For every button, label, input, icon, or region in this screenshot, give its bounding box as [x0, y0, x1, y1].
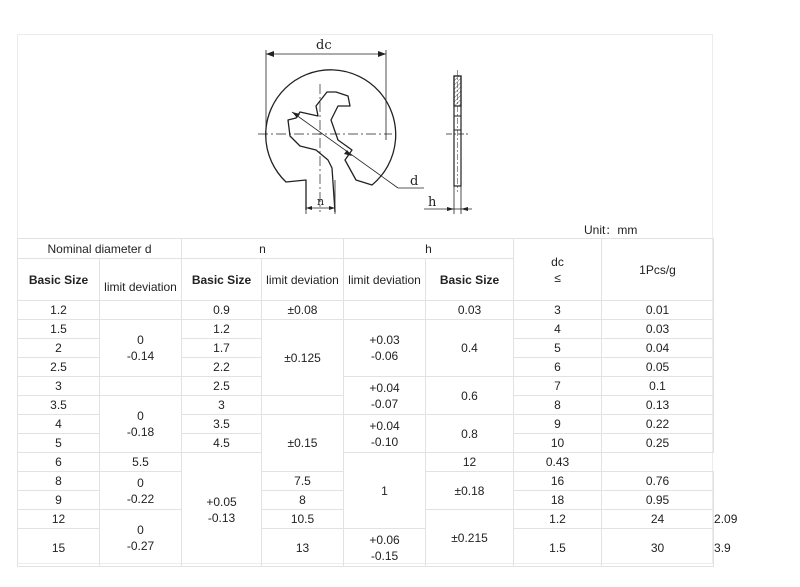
h-dev-lower: -0.10: [370, 434, 399, 449]
dc-value: 30: [602, 529, 714, 567]
d-dev-lower: -0.22: [126, 491, 155, 506]
n-basic-size: 0.9: [182, 301, 262, 320]
dc-value: 5: [514, 339, 602, 358]
header-dc-text: dc: [551, 254, 564, 269]
n-basic-size: 3: [182, 396, 262, 415]
dc-value: 3: [514, 301, 602, 320]
h-basic-size: 1.5: [514, 529, 602, 567]
weight-value: 0.76: [602, 472, 714, 491]
dc-value: 9: [514, 415, 602, 434]
h-limit-deviation: [182, 453, 262, 567]
d-basic-size: 15: [18, 529, 100, 567]
h-limit-deviation: [344, 415, 426, 453]
n-limit-deviation: ±0.125: [262, 320, 344, 396]
n-limit-deviation-empty: [262, 396, 344, 415]
h-basic-size: 0.4: [426, 320, 514, 377]
d-basic-size: 8: [18, 472, 100, 491]
dc-value: 24: [602, 510, 714, 529]
d-dev-upper: 0: [137, 475, 144, 490]
h-basic-size: 1.2: [514, 510, 602, 529]
h-basic-size: 0.8: [426, 415, 514, 453]
d-basic-size: 4: [18, 415, 100, 434]
n-basic-size: 7.5: [262, 472, 344, 491]
weight-value: 0.05: [602, 358, 714, 377]
h-limit-deviation: [344, 529, 426, 567]
dc-value: 18: [514, 491, 602, 510]
h-limit-deviation: [344, 377, 426, 415]
weight-value: 0.01: [602, 301, 714, 320]
h-dev-lower: -0.06: [370, 349, 399, 363]
h-label: h: [428, 195, 437, 210]
h-dev-upper: +0.04: [369, 380, 400, 395]
d-basic-size: 12: [18, 510, 100, 529]
header-nominal-diameter: Nominal diameter d: [18, 239, 182, 259]
n-limit-deviation: ±0.15: [262, 415, 344, 472]
d-limit-deviation: [100, 320, 182, 377]
h-dev-upper: +0.05: [206, 494, 237, 509]
n-basic-size: 1.7: [182, 339, 262, 358]
n-basic-size: 2.5: [182, 377, 262, 396]
n-limit-deviation: ±0.18: [426, 472, 514, 510]
d-basic-size: 9: [18, 491, 100, 510]
dc-value: 10: [514, 434, 602, 453]
h-dev-upper: +0.03: [369, 333, 400, 347]
n-basic-size: 3.5: [182, 415, 262, 434]
h-dev-lower: -0.13: [207, 510, 236, 525]
d-basic-size: 1.5: [18, 320, 100, 339]
e-clip-technical-drawing: [0, 0, 800, 240]
h-basic-size: 1: [344, 453, 426, 529]
n-limit-deviation: ±0.215: [426, 510, 514, 567]
dc-value: 6: [514, 358, 602, 377]
weight-value: 0.95: [602, 491, 714, 510]
weight-value: 0.1: [602, 377, 714, 396]
d-basic-size: 5: [18, 434, 100, 453]
header-row-1: [18, 239, 714, 259]
header-h-limit-deviation: limit deviation: [344, 259, 426, 301]
n-limit-deviation: ±0.08: [262, 301, 344, 320]
table-row: [18, 320, 714, 339]
dc-value: 4: [514, 320, 602, 339]
header-dc: [514, 239, 602, 301]
table-row: 12 0 -0.27 10.5 ±0.215 1.2 24 2.09: [18, 510, 714, 529]
unit-label: Unit：mm: [584, 223, 638, 237]
n-basic-size: 8: [262, 491, 344, 510]
header-dc-symbol: ≤: [554, 270, 561, 285]
d-basic-size: 3: [18, 377, 100, 396]
weight-value: 0.22: [602, 415, 714, 434]
header-d-basic-size: Basic Size: [18, 259, 100, 301]
h-dev-upper: +0.04: [369, 418, 400, 433]
header-n-limit-deviation: limit deviation: [262, 259, 344, 301]
d-dev-lower: -0.27: [126, 539, 155, 553]
h-dev-upper: +0.06: [369, 532, 400, 547]
n-basic-size: 1.2: [182, 320, 262, 339]
n-basic-size: 10.5: [262, 510, 344, 529]
weight-value: 0.43: [514, 453, 602, 472]
d-limit-deviation: [100, 510, 182, 567]
d-limit-deviation-empty: [100, 377, 182, 396]
dc-value: 8: [514, 396, 602, 415]
h-dev-lower: -0.15: [370, 548, 399, 563]
h-limit-deviation: [344, 320, 426, 377]
dc-value: 16: [514, 472, 602, 491]
d-limit-deviation-empty: [100, 301, 182, 320]
d-dev-lower: -0.14: [126, 349, 155, 363]
n-basic-size: 13: [262, 529, 344, 567]
e-clip-outline: [266, 70, 396, 212]
weight-value: 0.04: [602, 339, 714, 358]
h-basic-size: 0.03: [426, 301, 514, 320]
d-basic-size: 3.5: [18, 396, 100, 415]
h-limit-deviation-empty: [344, 301, 426, 320]
n-label: n: [317, 195, 325, 208]
d-limit-deviation: [100, 396, 182, 453]
table-row: [18, 453, 714, 472]
header-weight: 1Pcs/g: [602, 239, 714, 301]
d-dev-upper: 0: [137, 333, 144, 347]
d-basic-size: 1.2: [18, 301, 100, 320]
d-basic-size: 2.5: [18, 358, 100, 377]
dc-value: 7: [514, 377, 602, 396]
header-n: n: [182, 239, 344, 259]
dc-label: dc: [316, 38, 332, 53]
n-basic-size: 4.5: [182, 434, 262, 453]
h-basic-size: 0.6: [426, 377, 514, 415]
d-dev-upper: 0: [137, 409, 144, 423]
table-row: [18, 301, 714, 320]
d-limit-deviation: [100, 472, 182, 510]
table-row: 15 13 +0.06 -0.15 1.5 30 3.9: [18, 529, 714, 567]
d-dev-upper: 0: [137, 523, 144, 537]
h-dev-lower: -0.07: [370, 396, 399, 411]
n-basic-size: 5.5: [100, 453, 182, 472]
header-h-basic-size: Basic Size: [426, 259, 514, 301]
weight-value: 0.25: [602, 434, 714, 453]
weight-value: 0.13: [602, 396, 714, 415]
dc-value: 12: [426, 453, 514, 472]
header-h: h: [344, 239, 514, 259]
header-n-basic-size: Basic Size: [182, 259, 262, 301]
table-row: [18, 377, 714, 396]
d-label: d: [410, 174, 419, 189]
weight-value: 0.03: [602, 320, 714, 339]
d-basic-size: 6: [18, 453, 100, 472]
d-basic-size: 2: [18, 339, 100, 358]
d-dev-lower: -0.18: [126, 425, 155, 439]
dimension-table: [17, 238, 738, 567]
header-d-limit-deviation: limit deviation: [100, 259, 182, 301]
n-basic-size: 2.2: [182, 358, 262, 377]
